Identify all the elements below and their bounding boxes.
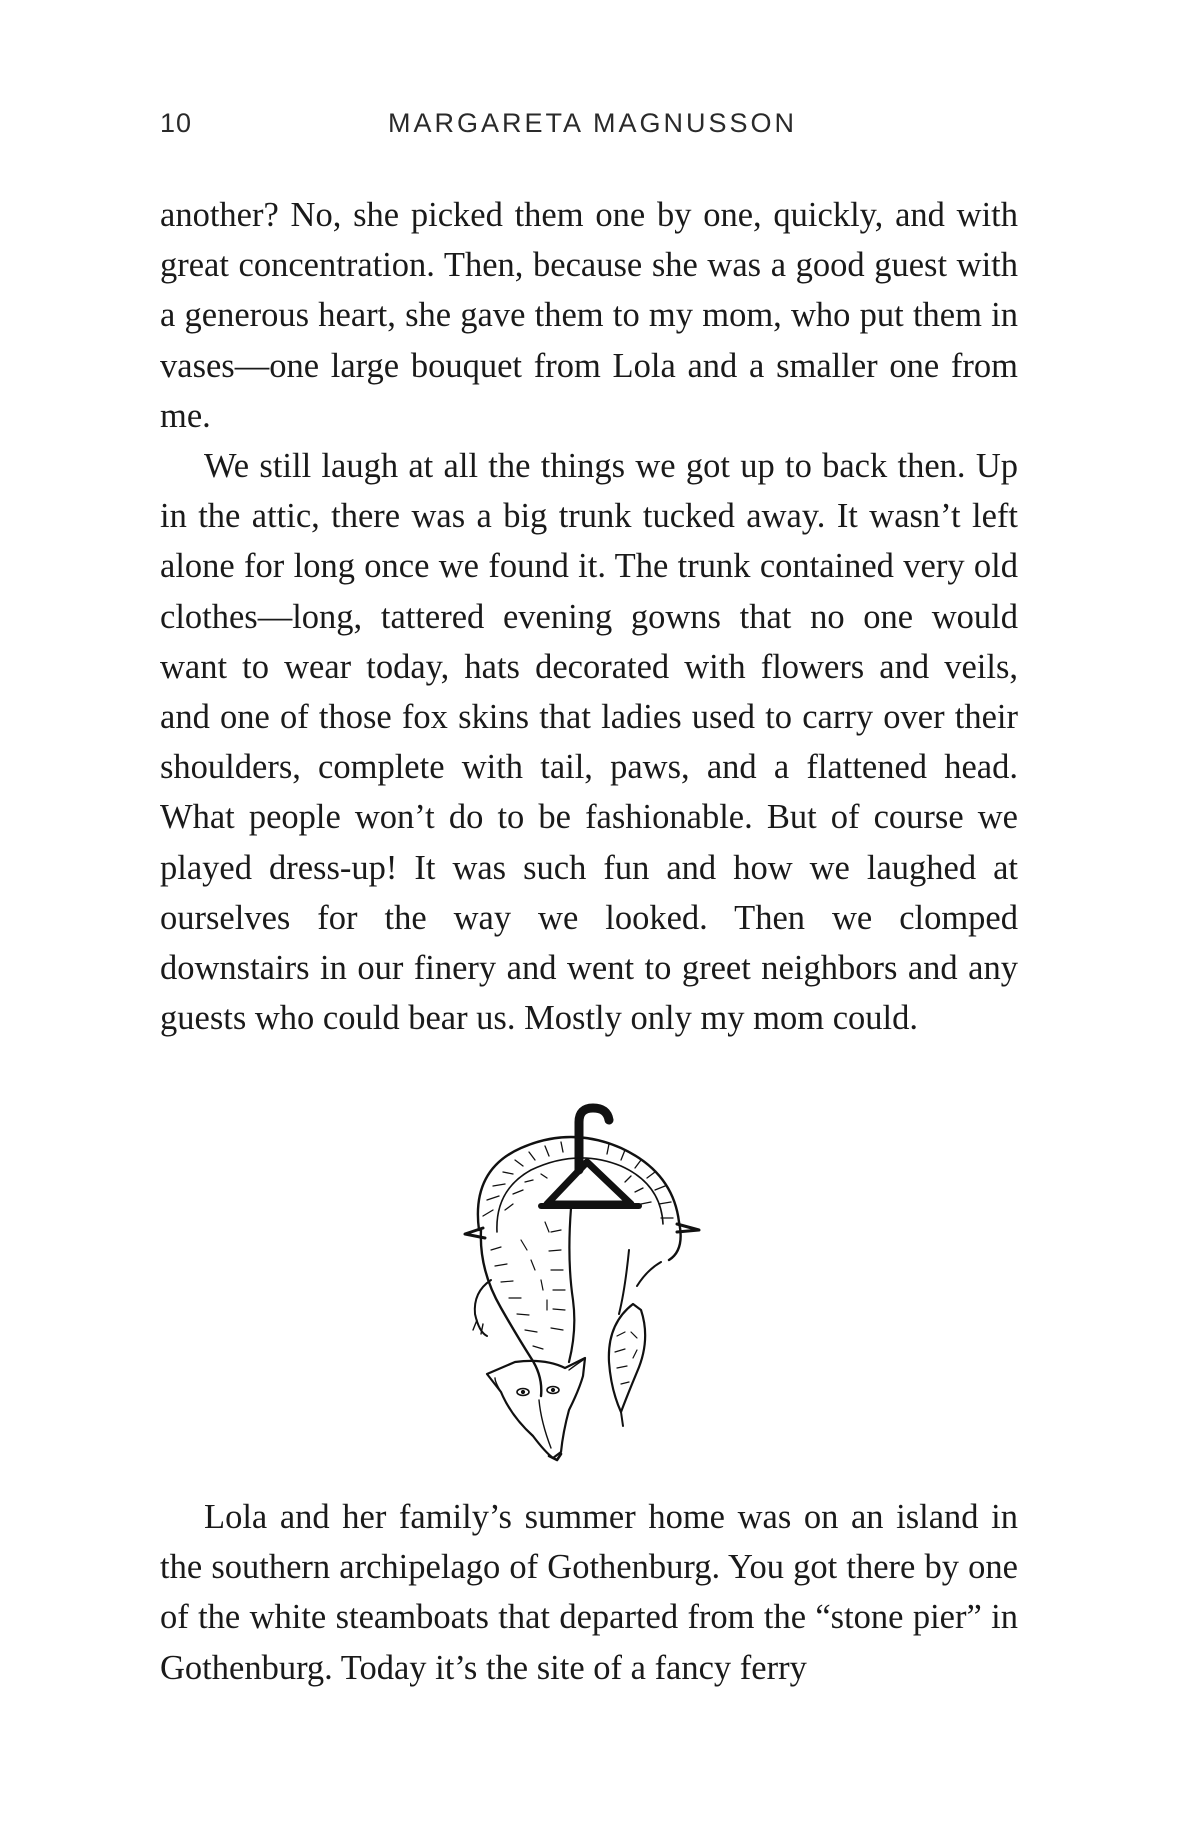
paragraph-continued: another? No, she picked them one by one, quickly, and with great concentration. Then, because she was a good guest with a generous heart, she gave them to my mom, who put them in vases—one large bouquet from Lola and a smaller one from me. [160, 196, 1018, 435]
paragraph-summer-home: Lola and her family’s summer home was on an island in the southern archipelago of Gothenburg. You got there by one of the white steamboats that departed from the “stone pier” in Gothenburg. Today it’s the site of a fancy ferry [160, 1498, 1018, 1687]
page-number: 10 [160, 108, 193, 138]
paragraph-attic-trunk: We still laugh at all the things we got up to back then. Up in the attic, there was a big trunk tucked away. It wasn’t left alone for long once we found it. The trunk contained very old clothes—long, tattered evening gowns that no one would want to wear today, hats decorated with flowers and veils, and one of those fox skins that ladies used to carry over their shoulders, complete with tail, paws, and a flattened head. What people won’t do to be fashionable. But of course we played dress-up! It was such fun and how we laughed at ourselves for the way we looked. Then we clomped downstairs in our finery and went to greet neighbors and any guests who could bear us. Mostly only my mom could. [160, 447, 1018, 1038]
fox-stole-on-hanger-icon [461, 1100, 731, 1464]
body-text-bottom [160, 1492, 1018, 1693]
running-head [160, 108, 1020, 148]
author-name: MARGARETA MAGNUSSON [388, 108, 798, 138]
body-text-top [160, 190, 1018, 1043]
